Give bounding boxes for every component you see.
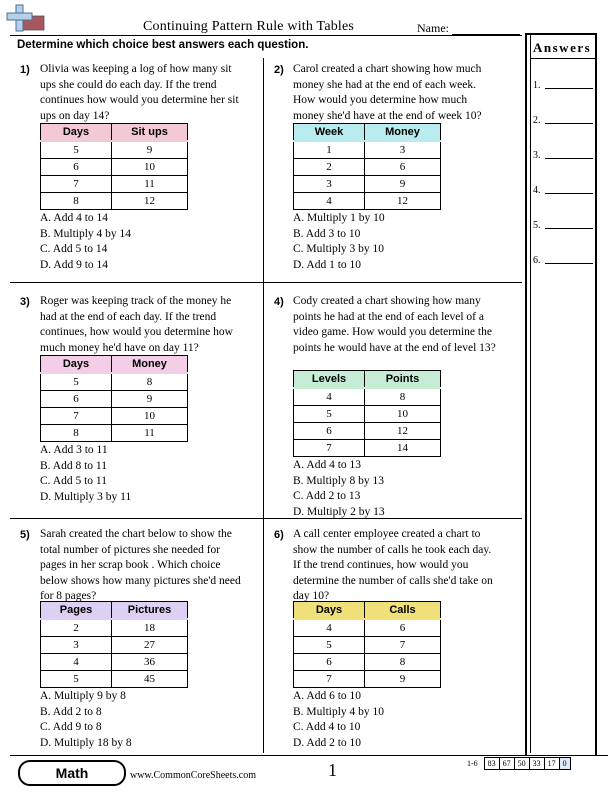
answer-blank-1[interactable]: [545, 88, 593, 89]
row-divider: [10, 282, 522, 283]
table-cell: 5: [41, 671, 112, 688]
question-text: Olivia was keeping a log of how many sit ups she could do each day. If the trend continues how would you determine her sit ups on day 14?: [40, 63, 239, 122]
table-row: [41, 654, 188, 671]
table-row: [294, 671, 441, 688]
table-cell: 8: [41, 425, 112, 442]
answer-choice[interactable]: A. Add 4 to 13: [293, 459, 362, 471]
row-divider: [10, 518, 522, 519]
score-table: [464, 757, 571, 770]
table-cell: 9: [112, 391, 188, 408]
table-row: [41, 141, 188, 159]
answer-choice[interactable]: D. Multiply 2 by 13: [293, 505, 385, 518]
question-number: 5): [20, 529, 30, 541]
answer-number: 6.: [533, 255, 541, 266]
page-number: 1: [328, 760, 337, 780]
table-row: [294, 406, 441, 423]
answer-blank-4[interactable]: [545, 193, 593, 194]
table-header: Sit ups: [112, 124, 188, 142]
question-number: 1): [20, 64, 30, 76]
table-cell: 5: [41, 141, 112, 159]
table-cell: 8: [365, 654, 441, 671]
score-cell: 83: [484, 758, 499, 770]
answers-title-rule: [530, 58, 595, 59]
table-cell: 4: [294, 388, 365, 406]
answer-choice[interactable]: A. Multiply 9 by 8: [40, 690, 126, 702]
data-table: [40, 123, 188, 210]
answer-choice[interactable]: A. Multiply 1 by 10: [293, 212, 385, 224]
table-header: Week: [294, 124, 365, 142]
answer-choice[interactable]: B. Add 8 to 11: [40, 459, 107, 472]
data-table: [293, 601, 441, 688]
table-row: [294, 388, 441, 406]
table-header: Days: [41, 356, 112, 374]
table-header: Pages: [41, 602, 112, 620]
answers-title: Answers: [533, 40, 592, 55]
answer-choices: [293, 458, 385, 520]
score-cell: 50: [514, 758, 529, 770]
answer-choice[interactable]: B. Multiply 8 by 13: [293, 474, 385, 487]
table-row: [41, 159, 188, 176]
table-row: [41, 425, 188, 442]
page-title: Continuing Pattern Rule with Tables: [143, 19, 355, 34]
table-cell: 12: [365, 423, 441, 440]
table-cell: 12: [112, 193, 188, 210]
answer-choice[interactable]: B. Add 3 to 10: [293, 227, 361, 240]
answer-choice[interactable]: A. Add 3 to 11: [40, 444, 108, 456]
answers-panel: [525, 33, 597, 755]
question-number: 6): [274, 529, 284, 541]
table-cell: 11: [112, 176, 188, 193]
table-cell: 4: [41, 654, 112, 671]
answer-choice[interactable]: C. Add 4 to 10: [293, 721, 361, 733]
table-cell: 12: [365, 193, 441, 210]
table-cell: 2: [294, 159, 365, 176]
table-cell: 7: [41, 408, 112, 425]
table-row: [294, 159, 441, 176]
answer-blank-3[interactable]: [545, 158, 593, 159]
answer-choice[interactable]: B. Add 2 to 8: [40, 705, 102, 718]
table-cell: 7: [41, 176, 112, 193]
table-cell: 5: [41, 373, 112, 391]
table-cell: 8: [41, 193, 112, 210]
table-row: [41, 391, 188, 408]
table-cell: 8: [112, 373, 188, 391]
table-header: Money: [112, 356, 188, 374]
name-label: Name:: [417, 21, 449, 35]
data-table: [293, 123, 441, 210]
answer-choice[interactable]: C. Add 2 to 13: [293, 490, 361, 502]
table-row: [41, 637, 188, 654]
answer-choice[interactable]: C. Add 5 to 14: [40, 243, 108, 255]
table-row: [41, 408, 188, 425]
question-text: Roger was keeping track of the money he had at the end of each day. If the trend continues, how would you determine how much money he'd have on day 11?: [40, 295, 233, 354]
answer-choices: [293, 211, 385, 273]
table-header: Days: [41, 124, 112, 142]
answer-blank-6[interactable]: [545, 263, 593, 264]
table-cell: 14: [365, 440, 441, 457]
answer-choice[interactable]: A. Add 4 to 14: [40, 212, 109, 224]
answer-choice[interactable]: B. Multiply 4 by 14: [40, 227, 132, 240]
answers-panel-rule: [530, 33, 531, 753]
answer-number: 1.: [533, 80, 541, 91]
question-text: Sarah created the chart below to show the total number of pictures she needed for pages in her scrap book . Which choice below shows how many pictures she'd need for 8 pages?: [40, 528, 241, 602]
table-cell: 9: [365, 176, 441, 193]
table-row: [41, 373, 188, 391]
answer-number: 5.: [533, 220, 541, 231]
table-cell: 5: [294, 406, 365, 423]
column-divider: [263, 58, 264, 753]
answer-choice[interactable]: D. Multiply 3 by 11: [40, 490, 132, 503]
table-cell: 6: [365, 159, 441, 176]
answer-number: 4.: [533, 185, 541, 196]
table-row: [294, 141, 441, 159]
footer-divider: [10, 755, 608, 756]
answer-choices: [40, 211, 131, 273]
table-row: [294, 440, 441, 457]
table-cell: 5: [294, 637, 365, 654]
answer-choice[interactable]: B. Multiply 4 by 10: [293, 705, 385, 718]
answer-choice[interactable]: C. Add 9 to 8: [40, 721, 102, 733]
answer-choice[interactable]: A. Add 6 to 10: [293, 690, 362, 702]
table-header: Calls: [365, 602, 441, 620]
answer-choice[interactable]: C. Multiply 3 by 10: [293, 243, 385, 255]
answer-choice[interactable]: D. Add 2 to 10: [293, 736, 362, 749]
table-cell: 7: [294, 440, 365, 457]
table-cell: 6: [41, 159, 112, 176]
table-row: [294, 619, 441, 637]
answer-choice[interactable]: C. Add 5 to 11: [40, 475, 107, 487]
instructions: Determine which choice best answers each question.: [17, 39, 309, 51]
score-range-label: 1-6: [467, 759, 478, 768]
header-divider: [10, 35, 522, 36]
table-cell: 6: [365, 619, 441, 637]
question-number: 4): [274, 296, 284, 308]
table-cell: 4: [294, 619, 365, 637]
table-cell: 11: [112, 425, 188, 442]
answer-choices: [40, 689, 132, 751]
table-row: [41, 671, 188, 688]
table-row: [294, 176, 441, 193]
table-cell: 8: [365, 388, 441, 406]
answer-number: 2.: [533, 115, 541, 126]
table-cell: 36: [112, 654, 188, 671]
table-row: [294, 423, 441, 440]
table-cell: 3: [41, 637, 112, 654]
table-row: [41, 193, 188, 210]
table-header: Levels: [294, 371, 365, 389]
answer-choices: [40, 443, 131, 505]
table-cell: 7: [294, 671, 365, 688]
table-row: [294, 637, 441, 654]
question-text: A call center employee created a chart to show the number of calls he took each day. If the trend continues, how would you determine the number of calls she'd take on day 10?: [293, 528, 493, 602]
table-cell: 3: [365, 141, 441, 159]
table-row: [41, 619, 188, 637]
table-cell: 2: [41, 619, 112, 637]
table-cell: 7: [365, 637, 441, 654]
table-row: [294, 193, 441, 210]
site-url: www.CommonCoreSheets.com: [130, 770, 257, 781]
table-cell: 6: [294, 654, 365, 671]
data-table: [40, 601, 188, 688]
score-cell: 0: [559, 758, 570, 770]
table-cell: 9: [112, 141, 188, 159]
table-row: [294, 654, 441, 671]
table-cell: 10: [112, 408, 188, 425]
table-cell: 4: [294, 193, 365, 210]
data-table: [40, 355, 188, 442]
question-number: 2): [274, 64, 284, 76]
question-text: Cody created a chart showing how many points he had at the end of each level of a video game. How would you determine the points he would have at the end of level 13?: [293, 295, 496, 354]
table-cell: 10: [365, 406, 441, 423]
answer-choices: [293, 689, 384, 751]
table-header: Points: [365, 371, 441, 389]
data-table: [293, 370, 441, 457]
table-cell: 18: [112, 619, 188, 637]
answer-blank-2[interactable]: [545, 123, 593, 124]
table-cell: 1: [294, 141, 365, 159]
table-header: Days: [294, 602, 365, 620]
score-cell: 33: [529, 758, 544, 770]
answer-choice[interactable]: D. Multiply 18 by 8: [40, 736, 132, 749]
question-number: 3): [20, 296, 30, 308]
answer-blank-5[interactable]: [545, 228, 593, 229]
table-cell: 10: [112, 159, 188, 176]
table-row: [41, 176, 188, 193]
table-header: Money: [365, 124, 441, 142]
table-cell: 45: [112, 671, 188, 688]
answer-choice[interactable]: D. Add 9 to 14: [40, 258, 109, 271]
table-cell: 3: [294, 176, 365, 193]
table-cell: 6: [294, 423, 365, 440]
table-cell: 27: [112, 637, 188, 654]
question-text: Carol created a chart showing how much money she had at the end of each week. How would you determine how much money she'd have at the end of week 10?: [293, 63, 482, 122]
table-header: Pictures: [112, 602, 188, 620]
answer-number: 3.: [533, 150, 541, 161]
score-cell: 67: [499, 758, 514, 770]
score-cell: 17: [544, 758, 559, 770]
answer-choice[interactable]: D. Add 1 to 10: [293, 258, 362, 271]
table-cell: 6: [41, 391, 112, 408]
table-cell: 9: [365, 671, 441, 688]
subject-badge: Math: [18, 760, 126, 786]
